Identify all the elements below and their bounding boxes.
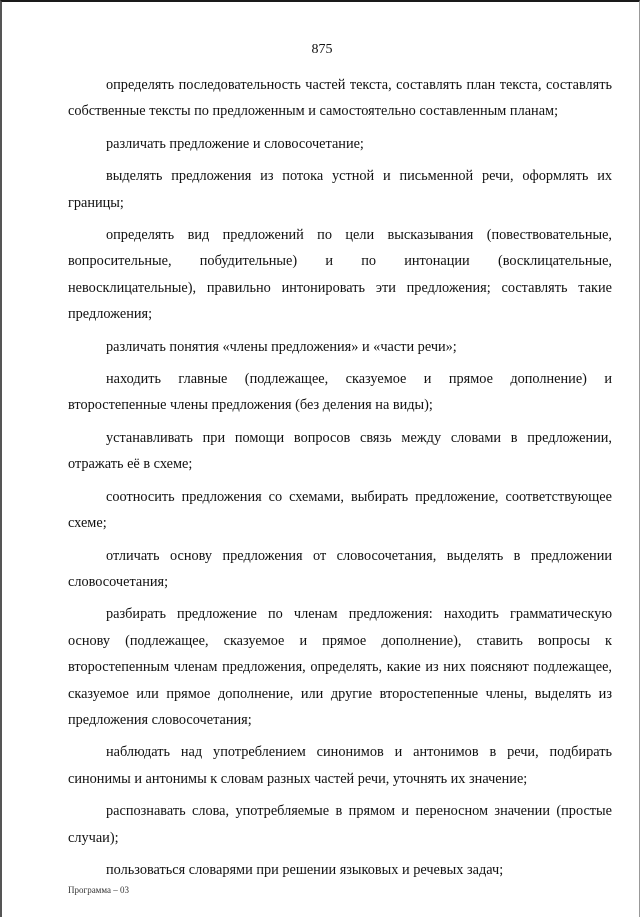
- paragraph: находить главные (подлежащее, сказуемое и прямое дополнение) и второстепенные члены предложения (без деления на виды);: [68, 371, 612, 414]
- paragraph: различать понятия «члены предложения» и «части речи»;: [106, 338, 457, 355]
- body-text: [68, 72, 612, 889]
- paragraph: распознавать слова, употребляемые в прямом и переносном значении (простые случаи);: [68, 803, 612, 846]
- paragraph: выделять предложения из потока устной и письменной речи, оформлять их границы;: [68, 168, 612, 211]
- paragraph: соотносить предложения со схемами, выбирать предложение, соответствующее схеме;: [68, 488, 612, 532]
- paragraph: различать предложение и словосочетание;: [106, 135, 364, 152]
- paragraph: наблюдать над употреблением синонимов и антонимов в речи, подбирать синонимы и антонимы к словам разных частей речи, уточнять их значение;: [68, 744, 612, 787]
- paragraph: определять последовательность частей текста, составлять план текста, составлять собственные тексты по предложенным и самостоятельно составленным планам;: [68, 77, 612, 120]
- footer-label: Программа – 03: [68, 885, 130, 895]
- page-number: 875: [311, 42, 333, 57]
- paragraph: определять вид предложений по цели высказывания (повествовательные, вопросительные, побудительные) и по интонации (восклицательные, невосклицательные), правильно интонировать эти предложения; составлять такие предложения;: [68, 227, 612, 323]
- paragraph: отличать основу предложения от словосочетания, выделять в предложении словосочетания;: [68, 547, 612, 590]
- paragraph: устанавливать при помощи вопросов связь между словами в предложении, отражать её в схеме;: [68, 429, 612, 473]
- paragraph: разбирать предложение по членам предложения: находить грамматическую основу (подлежащее, сказуемое и прямое дополнение), ставить вопросы к второстепенным членам предложения, определять, какие из них поясняют подлежащее, сказуемое или прямое дополнение, или другие второстепенные члены, выделять из предложения словосочетания;: [68, 606, 612, 728]
- paragraph: пользоваться словарями при решении языковых и речевых задач;: [106, 861, 504, 878]
